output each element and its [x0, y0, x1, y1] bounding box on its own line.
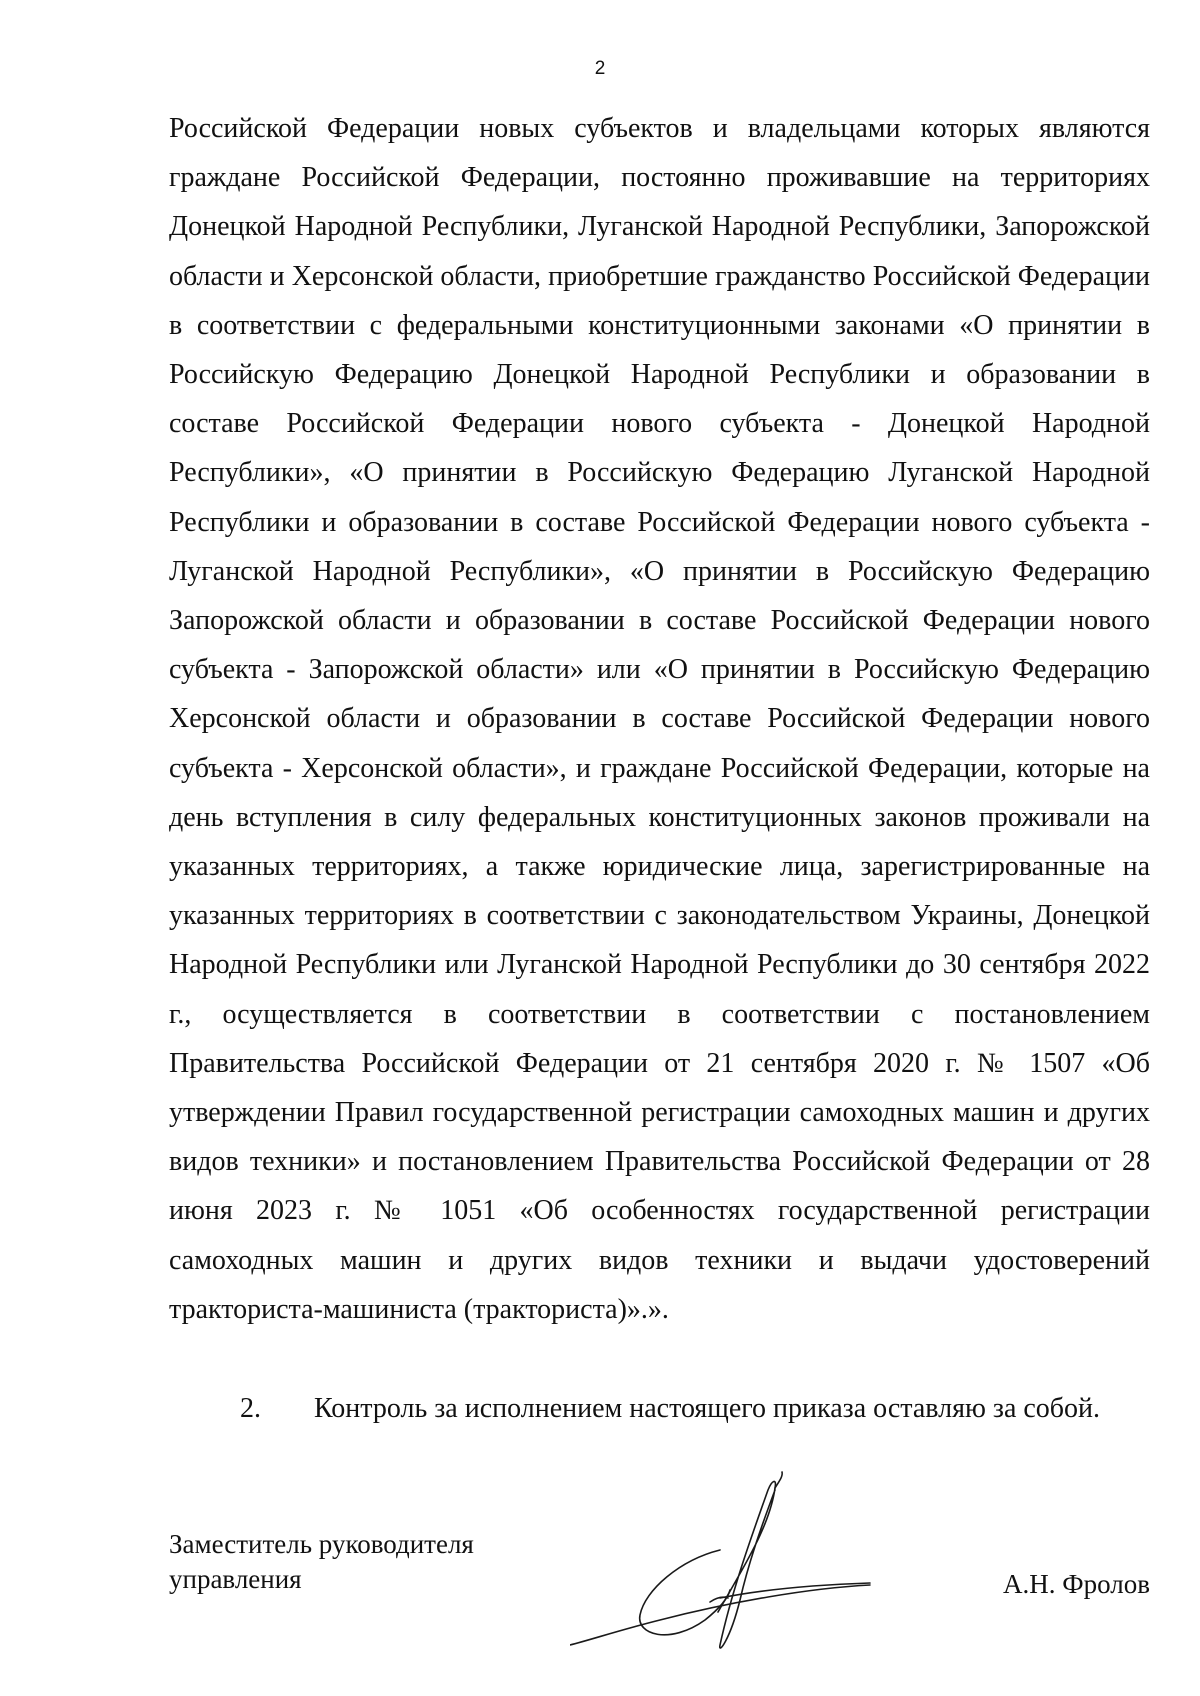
signer-title-line-1: Заместитель руководителя — [169, 1529, 474, 1559]
signer-title — [169, 1527, 474, 1597]
body-paragraph: Российской Федерации новых субъектов и владельцами которых являются граждане Российской Федерации, постоянно проживавшие на территориях Донецкой Народной Республики, Луганской Народной Республики, Запорожской области и Херсонской области, приобретшие гражданство Российской Федерации в соответствии с федеральными конституционными законами «О принятии в Российскую Федерацию Донецкой Народной Республики и образовании в составе Российской Федерации нового субъекта - Донецкой Народной Республики», «О принятии в Российскую Федерацию Луганской Народной Республики и образовании в составе Российской Федерации нового субъекта - Луганской Народной Республики», «О принятии в Российскую Федерацию Запорожской области и образовании в составе Российской Федерации нового субъекта - Запорожской области» или «О принятии в Российскую Федерацию Херсонской области и образовании в составе Российской Федерации нового субъекта - Херсонской области», и граждане Российской Федерации, которые на день вступления в силу федеральных конституционных законов проживали на указанных территориях, а также юридические лица, зарегистрированные на указанных территориях в соответствии с законодательством Украины, Донецкой Народной Республики или Луганской Народной Республики до 30 сентября 2022 г., осуществляется в соответствии в соответствии с постановлением Правительства Российской Федерации от 21 сентября 2020 г. № 1507 «Об утверждении Правил государственной регистрации самоходных машин и других видов техники» и постановлением Правительства Российской Федерации от 28 июня 2023 г. № 1051 «Об особенностях государственной регистрации самоходных машин и других видов техники и выдачи удостоверений тракториста-машиниста (тракториста)».». — [169, 113, 1150, 1325]
page-number: 2 — [594, 58, 606, 79]
item-number: 2. — [240, 1393, 261, 1424]
handwritten-signature — [570, 1470, 970, 1680]
signer-name: А.Н. Фролов — [1003, 1569, 1150, 1599]
item-text: Контроль за исполнением настоящего приказа оставляю за собой. — [314, 1393, 1101, 1424]
signer-title-line-2: управления — [169, 1564, 302, 1594]
